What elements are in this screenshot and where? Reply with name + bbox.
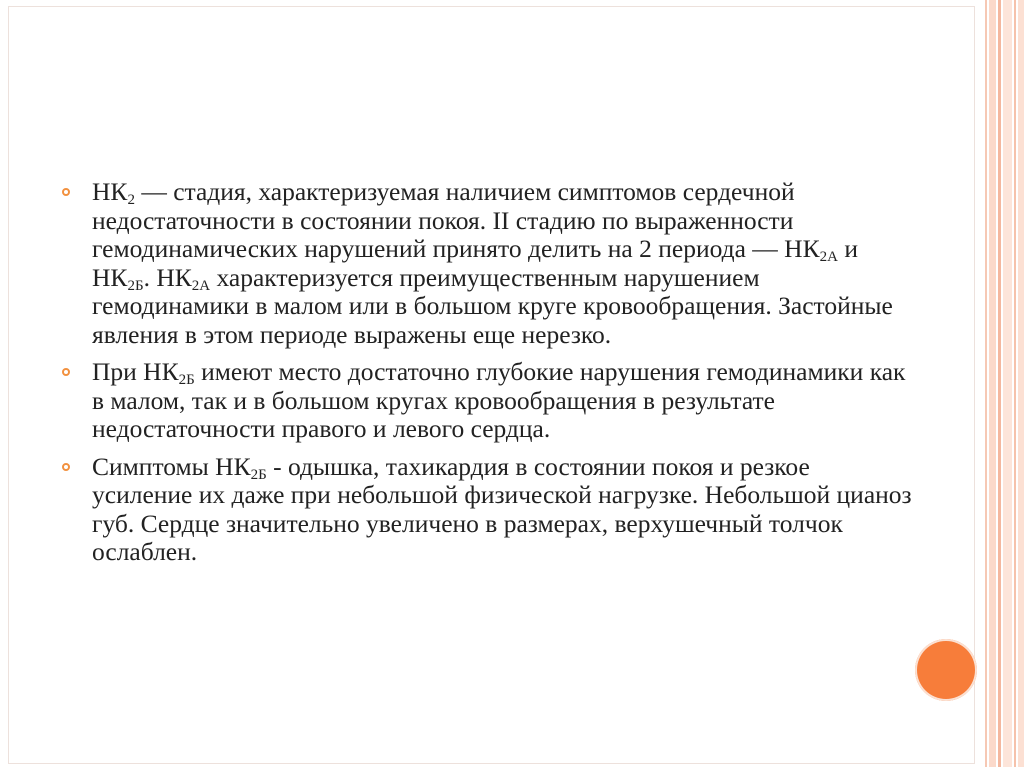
text-run: — стадия, характеризуемая наличием симптомов сердечной недостаточности в состоянии покоя. II стадию по выраженности гемодинамических нарушений принято делить на 2 периода — НК	[92, 177, 820, 263]
stripe	[985, 0, 987, 767]
bullet-item	[62, 178, 912, 349]
bullet-text	[92, 357, 905, 443]
text-run: - одышка, тахикардия в состоянии покоя и резкое усиление их даже при небольшой физической нагрузке. Небольшой цианоз губ. Сердце значительно увеличено в размерах, верхушечный толчок ослаблен.	[92, 451, 912, 566]
stripe	[998, 0, 1001, 767]
subscript: 2Б	[178, 372, 195, 388]
subscript: 2	[127, 192, 135, 208]
text-run: имеют место достаточно глубокие нарушения гемодинамики как в малом, так и в большом кругах кровообращения в результате недостаточности правого и левого сердца.	[92, 357, 906, 443]
text-run: характеризуется преимущественным нарушением гемодинамики в малом или в большом круге кровообращения. Застойные явления в этом периоде выражены еще нерезко.	[92, 262, 893, 349]
text-run: и НК	[92, 234, 858, 292]
bullet-item	[62, 453, 912, 567]
decorative-stripes	[985, 0, 1024, 767]
hollow-circle-bullet-icon	[62, 188, 70, 196]
orange-circle-icon	[915, 639, 977, 701]
subscript: 2Б	[127, 277, 144, 294]
subscript: 2А	[819, 249, 838, 265]
text-run: Симптомы НК	[92, 451, 251, 481]
bullet-text	[92, 452, 912, 567]
hollow-circle-bullet-icon	[62, 368, 70, 376]
subscript: 2А	[191, 277, 211, 294]
stripe	[1003, 0, 1012, 767]
bullet-item	[62, 358, 912, 444]
stripe	[1018, 0, 1024, 767]
bullet-text	[92, 177, 893, 349]
subscript: 2Б	[250, 466, 267, 483]
stripe	[989, 0, 996, 767]
text-run: НК	[92, 177, 128, 206]
stripe	[1014, 0, 1016, 767]
slide-body	[62, 178, 912, 576]
hollow-circle-bullet-icon	[62, 463, 70, 471]
text-run: При НК	[92, 357, 179, 386]
text-run: . НК	[143, 262, 192, 292]
